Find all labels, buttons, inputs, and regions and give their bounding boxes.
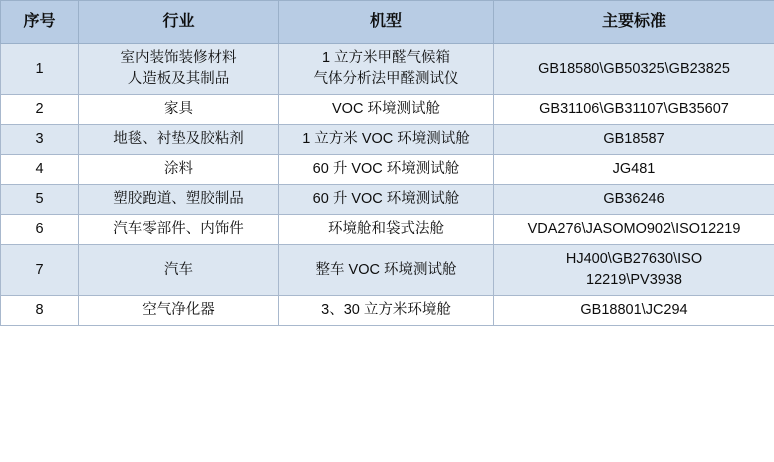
cell-line: 6 bbox=[35, 221, 44, 238]
cell-model bbox=[279, 185, 494, 215]
cell-model bbox=[279, 245, 494, 296]
cell-line: 1 立方米 VOC 环境测试舱 bbox=[302, 131, 470, 148]
cell-line: 12219\PV3938 bbox=[586, 272, 682, 289]
cell-line: 60 升 VOC 环境测试舱 bbox=[312, 191, 460, 208]
cell-line: 3、30 立方米环境舱 bbox=[321, 302, 451, 319]
cell-line: 2 bbox=[35, 101, 44, 118]
cell-line: GB18801\JC294 bbox=[580, 302, 688, 319]
cell-line: VOC 环境测试舱 bbox=[332, 101, 440, 118]
table-row bbox=[1, 215, 774, 245]
cell-line: VDA276\JASOMO902\ISO12219 bbox=[527, 221, 741, 238]
cell-line: 气体分析法甲醛测试仪 bbox=[313, 71, 459, 88]
cell-industry bbox=[79, 215, 279, 245]
cell-line: 7 bbox=[35, 261, 44, 278]
cell-standard bbox=[494, 245, 774, 296]
cell-line: 塑胶跑道、塑胶制品 bbox=[113, 191, 244, 208]
table-row bbox=[1, 155, 774, 185]
table-row bbox=[1, 296, 774, 326]
cell-index bbox=[1, 185, 79, 215]
cell-index bbox=[1, 245, 79, 296]
cell-line: JG481 bbox=[612, 161, 656, 178]
cell-index bbox=[1, 155, 79, 185]
cell-line: 1 bbox=[35, 60, 44, 77]
table-row bbox=[1, 95, 774, 125]
cell-line: GB18580\GB50325\GB23825 bbox=[538, 60, 730, 77]
table-row bbox=[1, 245, 774, 296]
cell-line: 汽车 bbox=[164, 261, 193, 278]
table-row bbox=[1, 44, 774, 95]
cell-model bbox=[279, 125, 494, 155]
cell-line: 地毯、衬垫及胶粘剂 bbox=[113, 131, 244, 148]
column-header-industry: 行业 bbox=[79, 1, 279, 44]
cell-line: GB18587 bbox=[603, 131, 665, 148]
cell-standard bbox=[494, 185, 774, 215]
cell-line: HJ400\GB27630\ISO bbox=[565, 251, 703, 268]
cell-standard bbox=[494, 215, 774, 245]
column-header-index: 序号 bbox=[1, 1, 79, 44]
cell-standard bbox=[494, 155, 774, 185]
cell-line: 空气净化器 bbox=[142, 302, 215, 319]
cell-standard bbox=[494, 125, 774, 155]
cell-index bbox=[1, 95, 79, 125]
cell-industry bbox=[79, 95, 279, 125]
cell-line: 环境舱和袋式法舱 bbox=[328, 221, 444, 238]
cell-model bbox=[279, 44, 494, 95]
cell-industry bbox=[79, 155, 279, 185]
cell-line: GB31106\GB31107\GB35607 bbox=[539, 101, 729, 118]
cell-standard bbox=[494, 44, 774, 95]
cell-index bbox=[1, 215, 79, 245]
table-row bbox=[1, 125, 774, 155]
cell-index bbox=[1, 125, 79, 155]
cell-industry bbox=[79, 44, 279, 95]
cell-line: 家具 bbox=[164, 101, 193, 118]
cell-line: 8 bbox=[35, 302, 44, 319]
cell-line: 1 立方米甲醛气候箱 bbox=[321, 50, 451, 66]
cell-industry bbox=[79, 125, 279, 155]
cell-line: 人造板及其制品 bbox=[127, 71, 230, 88]
cell-model bbox=[279, 95, 494, 125]
column-header-model: 机型 bbox=[279, 1, 494, 44]
cell-model bbox=[279, 155, 494, 185]
cell-line: 5 bbox=[35, 191, 44, 208]
cell-line: 整车 VOC 环境测试舱 bbox=[315, 261, 457, 278]
table-body bbox=[1, 44, 774, 326]
cell-line: 室内装饰装修材料 bbox=[120, 50, 237, 66]
cell-standard bbox=[494, 95, 774, 125]
cell-index bbox=[1, 44, 79, 95]
table-header bbox=[1, 1, 774, 44]
cell-model bbox=[279, 296, 494, 326]
cell-line: 汽车零部件、内饰件 bbox=[113, 221, 244, 238]
column-header-standard: 主要标准 bbox=[494, 1, 774, 44]
table-header-row bbox=[1, 1, 774, 44]
cell-industry bbox=[79, 245, 279, 296]
cell-line: 3 bbox=[35, 131, 44, 148]
cell-line: 涂料 bbox=[164, 161, 193, 178]
cell-line: GB36246 bbox=[603, 191, 665, 208]
table-row bbox=[1, 185, 774, 215]
cell-index bbox=[1, 296, 79, 326]
cell-industry bbox=[79, 185, 279, 215]
cell-line: 4 bbox=[35, 161, 44, 178]
cell-industry bbox=[79, 296, 279, 326]
cell-model bbox=[279, 215, 494, 245]
cell-line: 60 升 VOC 环境测试舱 bbox=[312, 161, 460, 178]
cell-standard bbox=[494, 296, 774, 326]
